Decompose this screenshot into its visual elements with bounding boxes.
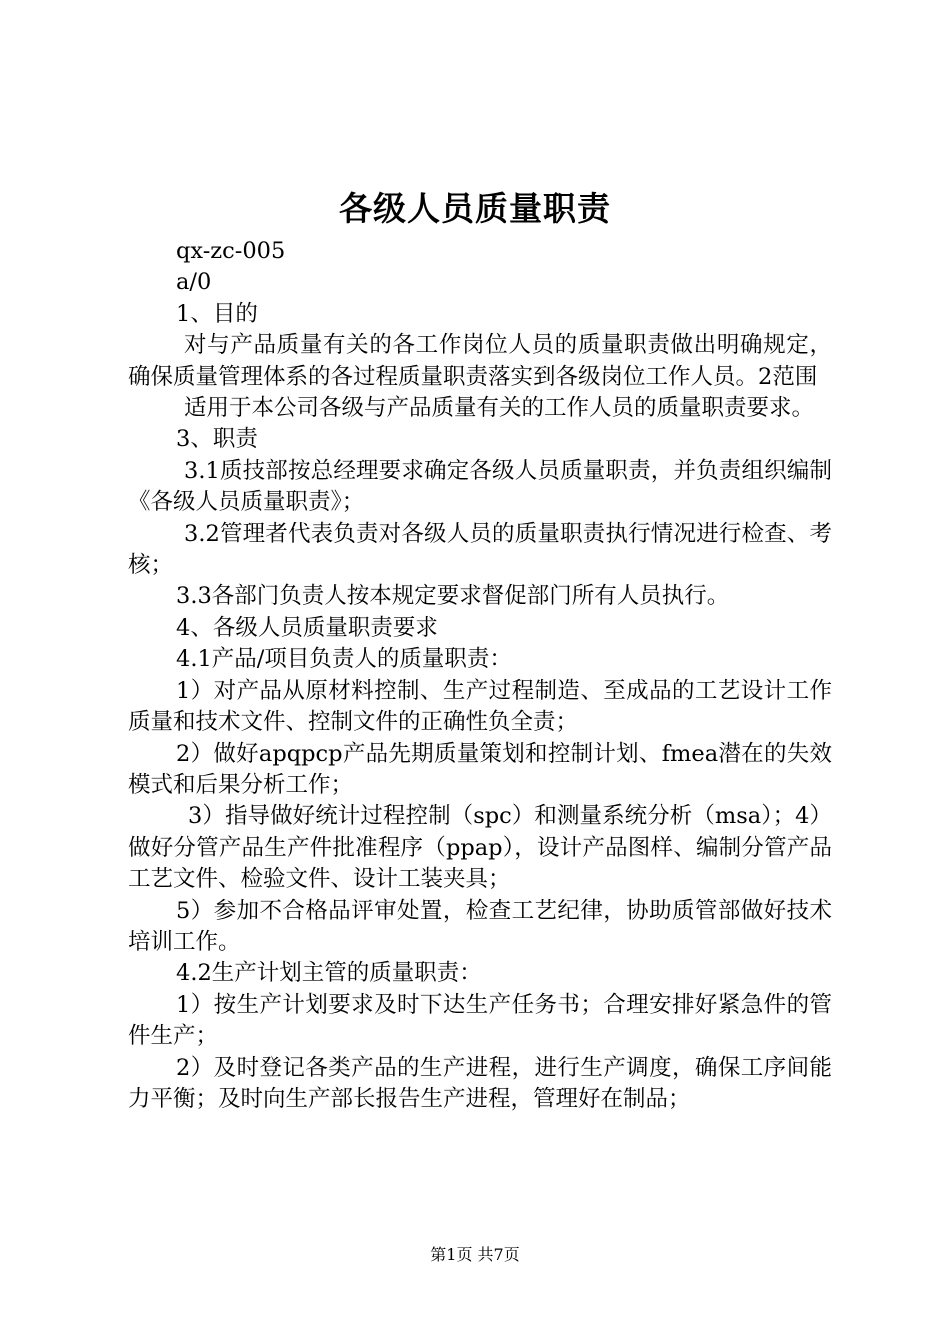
paragraph-revision: a/0 <box>176 269 212 296</box>
paragraph: 对与产品质量有关的各工作岗位人员的质量职责做出明确规定，确保质量管理体系的各过程质量职责落实到各级岗位工作人员。2范围 <box>128 332 832 390</box>
paragraph-list-item: 1）按生产计划要求及时下达生产任务书；合理安排好紧急件的管件生产； <box>128 991 832 1050</box>
paragraph-subsection: 4.2生产计划主管的质量职责： <box>176 960 482 987</box>
paragraph-list-item: 2）做好apqpcp产品先期质量策划和控制计划、fmea潜在的失效模式和后果分析工作； <box>128 740 832 798</box>
paragraph-list-item: 2）及时登记各类产品的生产进程，进行生产调度，确保工序间能力平衡；及时向生产部长报告生产进程，管理好在制品； <box>128 1054 832 1112</box>
paragraph-doc-code: qx-zc-005 <box>176 238 286 264</box>
document-title: 各级人员质量职责 <box>339 189 611 228</box>
paragraph: 3.3各部门负责人按本规定要求督促部门所有人员执行。 <box>176 583 730 610</box>
paragraph-subsection: 4.1产品/项目负责人的质量职责： <box>176 646 512 673</box>
paragraph-list-item: 5）参加不合格品评审处置，检查工艺纪律，协助质管部做好技术培训工作。 <box>128 897 832 955</box>
paragraph: 适用于本公司各级与产品质量有关的工作人员的质量职责要求。 <box>184 395 815 422</box>
paragraph-section-purpose: 1、目的 <box>176 300 258 327</box>
page-footer: 第1页 共7页 <box>430 1245 520 1264</box>
paragraph-list-item: 1）对产品从原材料控制、生产过程制造、至成品的工艺设计工作质量和技术文件、控制文件的正确性负全责； <box>128 677 832 736</box>
paragraph: 3.1质技部按总经理要求确定各级人员质量职责，并负责组织编制《各级人员质量职责》； <box>128 457 832 516</box>
paragraph-list-item: 3）指导做好统计过程控制（spc）和测量系统分析（msa）；4）做好分管产品生产件批准程序（ppap），设计产品图样、编制分管产品工艺文件、检验文件、设计工装夹具； <box>128 803 832 893</box>
paragraph-section-requirements: 4、各级人员质量职责要求 <box>176 614 438 641</box>
paragraph-section-responsibility: 3、职责 <box>176 426 258 453</box>
document-body <box>128 236 832 1115</box>
paragraph: 3.2管理者代表负责对各级人员的质量职责执行情况进行检查、考核； <box>128 520 832 579</box>
